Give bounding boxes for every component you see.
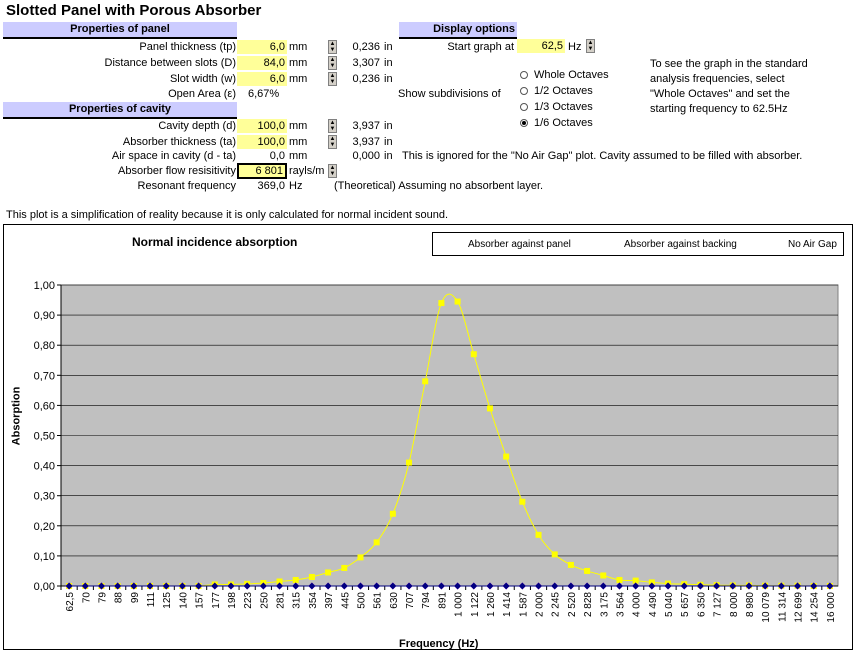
resonant-frequency-unit: Hz xyxy=(289,180,303,192)
page-title: Slotted Panel with Porous Absorber xyxy=(6,2,262,19)
cavity-spinner-0[interactable]: ▲ ▼ xyxy=(329,120,336,132)
x-tick-label: 14 254 xyxy=(809,592,821,623)
start-frequency-spinner[interactable]: ▲ ▼ xyxy=(587,40,594,52)
cavity-spinner-1[interactable]: ▲ ▼ xyxy=(329,136,336,148)
x-tick-label: 4 000 xyxy=(631,592,643,618)
hint-line-2: analysis frequencies, select xyxy=(650,73,785,85)
cavity-conv-unit-0: in xyxy=(384,120,393,132)
panel-section-header: Properties of panel xyxy=(3,22,237,39)
data-point xyxy=(600,572,606,578)
panel-unit-1: mm xyxy=(289,57,308,69)
start-frequency-unit: Hz xyxy=(568,41,582,53)
x-tick-label: 1 000 xyxy=(453,592,465,618)
cavity-section-header: Properties of cavity xyxy=(3,102,237,119)
data-point xyxy=(503,454,509,460)
display-options-header: Display options xyxy=(399,22,517,39)
subdivision-option-label: 1/2 Octaves xyxy=(534,85,593,97)
x-tick-label: 1 260 xyxy=(485,592,497,618)
start-frequency-input[interactable]: 62,5 xyxy=(517,39,565,53)
x-tick-label: 62,5 xyxy=(65,592,77,612)
x-tick-label: 5 657 xyxy=(680,592,692,618)
data-point xyxy=(438,300,444,306)
hint-line-1: To see the graph in the standard xyxy=(650,58,808,70)
panel-conv-unit-2: in xyxy=(384,73,393,85)
panel-input-1[interactable]: 84,0 xyxy=(237,56,287,70)
data-point xyxy=(487,405,493,411)
x-tick-label: 70 xyxy=(81,592,93,604)
data-point xyxy=(357,554,363,560)
y-tick-label: 0,60 xyxy=(33,400,55,413)
x-tick-label: 79 xyxy=(97,592,109,604)
legend-label-no-air-gap: No Air Gap xyxy=(788,239,837,250)
x-tick-label: 445 xyxy=(340,592,352,609)
panel-input-2[interactable]: 6,0 xyxy=(237,72,287,86)
panel-conv-unit-0: in xyxy=(384,41,393,53)
resonant-note: (Theoretical) Assuming no absorbent layer. xyxy=(334,180,544,192)
panel-unit-0: mm xyxy=(289,41,308,53)
x-tick-label: 354 xyxy=(307,592,319,609)
cavity-label-1: Absorber thickness (ta) xyxy=(122,136,236,148)
x-tick-label: 2 000 xyxy=(534,592,546,618)
x-tick-label: 11 314 xyxy=(777,592,789,622)
data-point xyxy=(584,568,590,574)
x-tick-label: 1 414 xyxy=(502,592,514,618)
panel-input-0[interactable]: 6,0 xyxy=(237,40,287,54)
air-space-conv: 0,000 xyxy=(352,150,380,162)
data-point xyxy=(374,539,380,545)
x-tick-label: 8 000 xyxy=(728,592,740,618)
x-tick-label: 250 xyxy=(259,592,271,609)
panel-spinner-0[interactable]: ▲ ▼ xyxy=(329,41,336,53)
cavity-conv-0: 3,937 xyxy=(352,120,380,132)
panel-conv-unit-1: in xyxy=(384,57,393,69)
resonant-frequency-label: Resonant frequency xyxy=(137,180,236,192)
x-tick-label: 157 xyxy=(194,592,206,609)
resonant-frequency-value: 369,0 xyxy=(257,180,285,192)
subdivisions-label: Show subdivisions of xyxy=(398,88,501,100)
x-tick-label: 16 000 xyxy=(825,592,837,623)
x-tick-label: 4 490 xyxy=(647,592,659,618)
panel-conv-2: 0,236 xyxy=(352,73,380,85)
data-point xyxy=(293,577,299,583)
data-point xyxy=(552,551,558,557)
x-tick-label: 3 564 xyxy=(615,592,627,618)
x-tick-label: 125 xyxy=(162,592,174,609)
y-tick-label: 0,20 xyxy=(33,520,55,533)
data-point xyxy=(422,378,428,384)
x-tick-label: 198 xyxy=(226,592,238,609)
panel-label-1: Distance between slots (D) xyxy=(104,57,236,69)
y-tick-label: 1,00 xyxy=(33,280,55,292)
x-tick-label: 500 xyxy=(356,592,368,609)
y-tick-label: 0,50 xyxy=(33,430,55,443)
cavity-conv-1: 3,937 xyxy=(352,136,380,148)
hint-line-3: "Whole Octaves" and set the xyxy=(650,88,790,100)
panel-conv-0: 0,236 xyxy=(352,41,380,53)
y-tick-label: 0,70 xyxy=(33,370,55,383)
hint-line-4: starting frequency to 62.5Hz xyxy=(650,103,788,115)
x-tick-label: 111 xyxy=(146,592,158,608)
data-point xyxy=(519,499,525,505)
x-tick-label: 177 xyxy=(210,592,222,609)
x-tick-label: 397 xyxy=(324,592,336,609)
x-tick-label: 707 xyxy=(405,592,417,609)
panel-label-2: Slot width (w) xyxy=(169,73,236,85)
data-point xyxy=(309,574,315,580)
x-tick-label: 10 079 xyxy=(761,592,773,623)
open-area-value: 6,67% xyxy=(248,88,280,100)
data-point xyxy=(616,577,622,583)
x-tick-label: 2 245 xyxy=(550,592,562,618)
legend-label-backing: Absorber against backing xyxy=(624,239,737,250)
x-tick-label: 3 175 xyxy=(599,592,611,618)
x-tick-label: 99 xyxy=(129,592,141,604)
data-point xyxy=(536,532,542,538)
start-graph-label: Start graph at xyxy=(447,41,514,53)
subdivision-option-label: 1/6 Octaves xyxy=(534,117,593,129)
flow-resistivity-label: Absorber flow resisitivity xyxy=(118,165,236,177)
panel-spinner-1[interactable]: ▲ ▼ xyxy=(329,57,336,69)
x-tick-label: 794 xyxy=(421,592,433,609)
y-tick-label: 0,00 xyxy=(33,581,55,593)
x-tick-label: 2 828 xyxy=(583,592,595,618)
panel-unit-2: mm xyxy=(289,73,308,85)
x-tick-label: 140 xyxy=(178,592,190,609)
flow-resistivity-input[interactable]: 6 801 xyxy=(237,163,287,179)
x-tick-label: 223 xyxy=(243,592,255,609)
air-gap-note: This is ignored for the "No Air Gap" plot. Cavity assumed to be filled with absorber. xyxy=(402,150,803,162)
open-area-label: Open Area (ε) xyxy=(168,88,236,100)
y-tick-label: 0,90 xyxy=(33,310,55,323)
x-tick-label: 1 587 xyxy=(518,592,530,618)
legend-label-panel: Absorber against panel xyxy=(468,239,571,250)
air-space-label: Air space in cavity (d - ta) xyxy=(111,150,236,162)
cavity-label-0: Cavity depth (d) xyxy=(158,120,236,132)
x-tick-label: 561 xyxy=(372,592,384,609)
flow-resistivity-unit: rayls/m xyxy=(289,165,325,177)
cavity-unit-0: mm xyxy=(289,120,308,132)
simplification-note: This plot is a simplification of reality because it is only calculated for normal incident sound. xyxy=(6,209,449,221)
x-tick-label: 315 xyxy=(291,592,303,609)
x-tick-label: 891 xyxy=(437,592,449,609)
data-point xyxy=(341,565,347,571)
x-tick-label: 1 122 xyxy=(469,592,481,618)
data-point xyxy=(406,460,412,466)
x-tick-label: 12 699 xyxy=(793,592,805,623)
cavity-input-0[interactable]: 100,0 xyxy=(237,119,287,133)
x-tick-label: 5 040 xyxy=(664,592,676,618)
x-tick-label: 8 980 xyxy=(744,592,756,618)
y-tick-label: 0,30 xyxy=(33,490,55,503)
y-tick-label: 0,40 xyxy=(33,460,55,473)
x-tick-label: 281 xyxy=(275,592,287,609)
x-tick-label: 630 xyxy=(388,592,400,609)
panel-label-0: Panel thickness (tp) xyxy=(139,41,236,53)
air-space-conv-unit: in xyxy=(384,150,393,162)
chart-title: Normal incidence absorption xyxy=(132,235,298,249)
cavity-unit-1: mm xyxy=(289,136,308,148)
air-space-unit: mm xyxy=(289,150,308,162)
cavity-conv-unit-1: in xyxy=(384,136,393,148)
panel-spinner-2[interactable]: ▲ ▼ xyxy=(329,73,336,85)
panel-conv-1: 3,307 xyxy=(352,57,380,69)
x-tick-label: 6 350 xyxy=(696,592,708,618)
subdivision-option-label: Whole Octaves xyxy=(534,69,609,81)
data-point xyxy=(471,351,477,357)
data-point xyxy=(568,562,574,568)
cavity-input-1[interactable]: 100,0 xyxy=(237,135,287,149)
y-tick-label: 0,80 xyxy=(33,340,55,353)
x-tick-label: 88 xyxy=(113,592,125,604)
x-tick-label: 7 127 xyxy=(712,592,724,618)
data-point xyxy=(325,569,331,575)
subdivision-option-label: 1/3 Octaves xyxy=(534,101,593,113)
data-point xyxy=(390,511,396,517)
flow-resistivity-spinner[interactable]: ▲ ▼ xyxy=(329,165,336,177)
air-space-value: 0,0 xyxy=(269,150,285,162)
y-axis-label: Absorption xyxy=(10,386,23,446)
data-point xyxy=(455,299,461,305)
y-tick-label: 0,10 xyxy=(33,550,55,563)
x-tick-label: 2 520 xyxy=(566,592,578,618)
x-axis-label: Frequency (Hz) xyxy=(399,638,479,650)
